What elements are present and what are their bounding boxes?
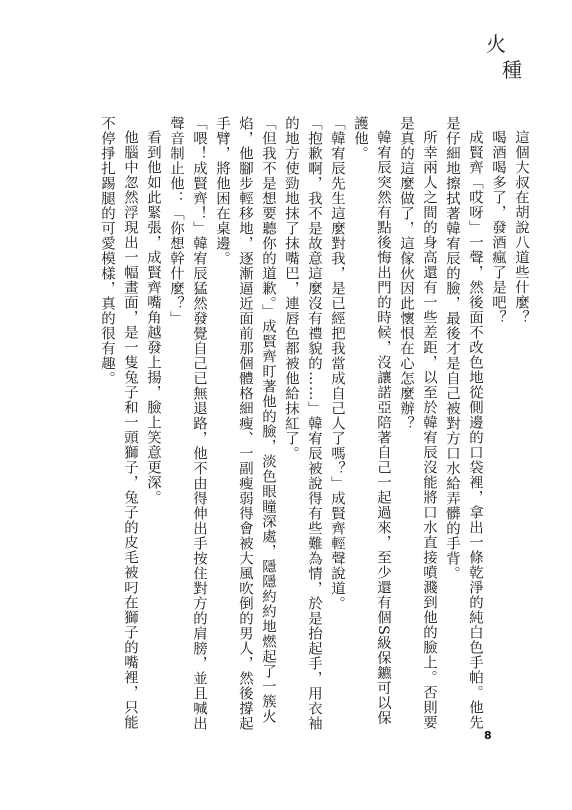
header-char-2: 種 [502, 58, 522, 82]
paragraph: 「喂！成賢齊！」韓宥辰猛然發覺自己已無退路，他不由得伸出手按住對方的肩膀，並且喊出聲音制止他：「你想幹什麼？」 [168, 116, 207, 731]
paragraph: 「但我不是想要聽你的道歉。」成賢齊盯著他的臉，淡色眼瞳深處，隱隱約約地燃起了一簇火焰，他腳步輕移地，逐漸逼近面前那個體格細瘦、一副瘦弱得會被大風吹倒的男人，然後撐起手臂，將他困在桌邊。 [214, 116, 276, 731]
running-header [476, 30, 536, 90]
vertical-body-text [95, 116, 532, 736]
paragraph: 「韓宥辰先生這麼對我，是已經把我當成自己人了嗎？」成賢齊輕聲說道。 [329, 116, 345, 611]
paragraph: 這個大叔在胡說八道些什麼？ [513, 130, 529, 326]
paragraph: 韓宥辰突然有點後悔出門的時候，沒讓諾亞陪著自己一起過來，至少還有個S級保鑣可以保護他。 [352, 116, 391, 726]
paragraph: 成賢齊「哎呀」一聲，然後面不改色地從側邊的口袋裡，拿出一條乾淨的純白色手帕。他先是仔細地擦拭著韓宥辰的臉，最後才是自己被對方口水給弄髒的手背。 [444, 116, 483, 731]
paragraph: 所幸兩人之間的身高還有一些差距，以至於韓宥辰沒能將口水直接噴濺到他的臉上。否則要是真的這麼做了，這傢伙因此懷恨在心怎麼辦？ [398, 116, 437, 731]
paragraph: 看到他如此緊張，成賢齊嘴角越發上揚，臉上笑意更深。 [145, 130, 161, 506]
paragraph: 喝酒喝多了，發酒瘋了是吧？ [490, 130, 506, 326]
paragraph: 「抱歉啊，我不是故意這麼沒有禮貌的……」韓宥辰被說得有些難為情，於是抬起手，用衣袖的地方使勁地抹了抹嘴巴，連唇色都被他給抹紅了。 [283, 116, 322, 731]
paragraph: 他腦中忽然浮現出一幅畫面，是一隻兔子和一頭獅子，兔子的皮毛被叼在獅子的嘴裡，只能不停掙扎踢腿的可愛模樣，真的很有趣。 [99, 116, 138, 731]
page-number: 8 [484, 729, 492, 742]
header-char-1: 火 [486, 32, 506, 56]
